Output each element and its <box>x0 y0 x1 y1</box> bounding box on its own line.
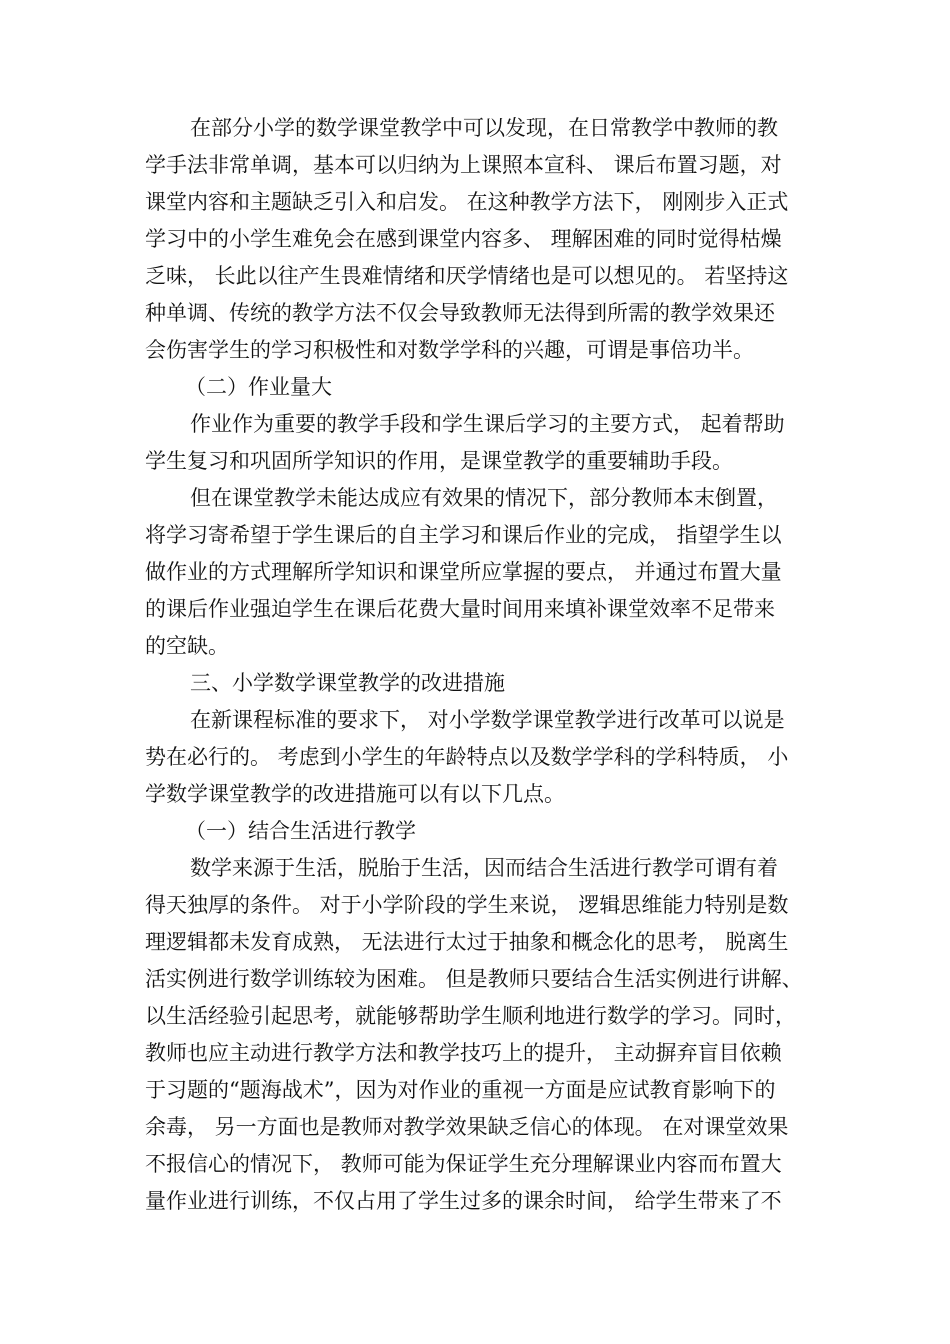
text-line: 量作业进行训练，不仅占用了学生过多的课余时间， 给学生带来了不 <box>145 1189 782 1213</box>
text-line: 学数学课堂教学的改进措施可以有以下几点。 <box>145 782 565 806</box>
text-line: 在部分小学的数学课堂教学中可以发现，在日常教学中教师的教 <box>190 116 778 140</box>
text-line: 的空缺。 <box>145 634 229 658</box>
text-line: 势在必行的。 考虑到小学生的年龄特点以及数学学科的学科特质， 小 <box>145 745 789 769</box>
text-line: 会伤害学生的学习积极性和对数学学科的兴趣，可谓是事倍功半。 <box>145 338 754 362</box>
text-line: 种单调、传统的教学方法不仅会导致教师无法得到所需的教学效果还 <box>145 301 775 325</box>
text-line: 于习题的“题海战术”，因为对作业的重视一方面是应试教育影响下的 <box>145 1078 776 1102</box>
text-line: 不报信心的情况下， 教师可能为保证学生充分理解课业内容而布置大 <box>145 1152 782 1176</box>
section-heading: 三、小学数学课堂教学的改进措施 <box>190 671 505 695</box>
text-line: 学生复习和巩固所学知识的作用，是课堂教学的重要辅助手段。 <box>145 449 733 473</box>
text-line: 活实例进行数学训练较为困难。 但是教师只要结合生活实例进行讲解、 <box>145 967 803 991</box>
text-line: 学手法非常单调，基本可以归纳为上课照本宣科、 课后布置习题，对 <box>145 153 782 177</box>
text-line: 课堂内容和主题缺乏引入和启发。 在这种教学方法下， 刚刚步入正式 <box>145 190 789 214</box>
text-line: 作业作为重要的教学手段和学生课后学习的主要方式， 起着帮助 <box>190 412 785 436</box>
text-line: 做作业的方式理解所学知识和课堂所应掌握的要点， 并通过布置大量 <box>145 560 782 584</box>
text-line: 乏味， 长此以往产生畏难情绪和厌学情绪也是可以想见的。 若坚持这 <box>145 264 789 288</box>
text-line: 余毒， 另一方面也是教师对教学效果缺乏信心的体现。 在对课堂效果 <box>145 1115 789 1139</box>
text-line: 以生活经验引起思考，就能够帮助学生顺利地进行数学的学习。同时， <box>145 1004 796 1028</box>
section-heading: （二）作业量大 <box>185 375 332 399</box>
text-line: 理逻辑都未发育成熟， 无法进行太过于抽象和概念化的思考， 脱离生 <box>145 930 789 954</box>
text-line: 但在课堂教学未能达成应有效果的情况下，部分教师本末倒置， <box>190 486 778 510</box>
section-heading: （一）结合生活进行教学 <box>185 819 416 843</box>
text-line: 教师也应主动进行教学方法和教学技巧上的提升， 主动摒弃盲目依赖 <box>145 1041 782 1065</box>
text-line: 的课后作业强迫学生在课后花费大量时间用来填补课堂效率不足带来 <box>145 597 775 621</box>
text-line: 得天独厚的条件。 对于小学阶段的学生来说， 逻辑思维能力特别是数 <box>145 893 789 917</box>
text-line: 学习中的小学生难免会在感到课堂内容多、 理解困难的同时觉得枯燥 <box>145 227 782 251</box>
text-line: 在新课程标准的要求下， 对小学数学课堂教学进行改革可以说是 <box>190 708 785 732</box>
text-line: 数学来源于生活，脱胎于生活，因而结合生活进行教学可谓有着 <box>190 856 778 880</box>
text-line: 将学习寄希望于学生课后的自主学习和课后作业的完成， 指望学生以 <box>145 523 782 547</box>
